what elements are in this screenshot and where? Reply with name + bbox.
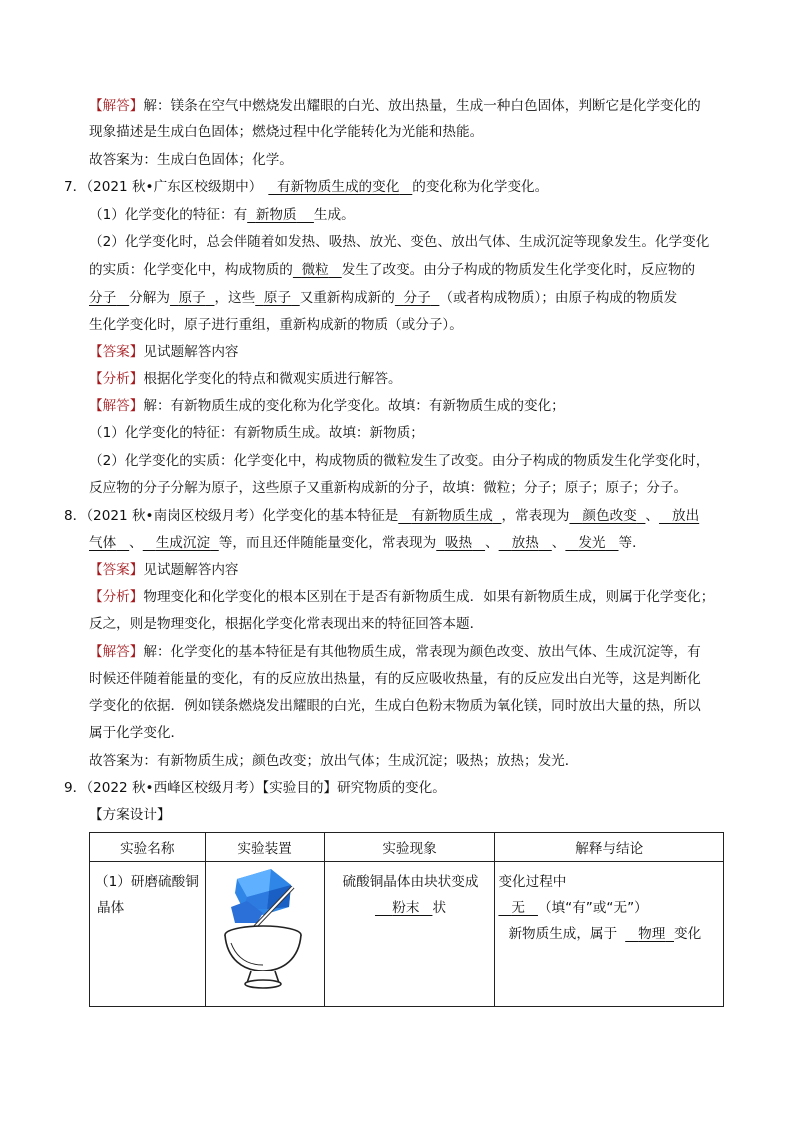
solution-tag: 【解答】 bbox=[89, 398, 144, 414]
q6-solution-line1: 【解答】解：镁条在空气中燃烧发出耀眼的白光、放出热量，生成一种白色固体，判断它是化学变化的 bbox=[89, 98, 701, 114]
q8-stem-line2: 气体 、 生成沉淀 等，而且还伴随能量变化，常表现为 吸热 、 放热 、 发光 等． bbox=[89, 535, 646, 551]
experiment-table bbox=[89, 832, 724, 1007]
cell-phenomenon: 硫酸铜晶体由块状变成 粉末 状 bbox=[324, 862, 495, 1007]
q7-part1-blank: 新物质 bbox=[255, 207, 297, 223]
q7-blank-molecule2: 分子 bbox=[403, 290, 431, 306]
q8-final-answer: 故答案为：有新物质生成；颜色改变；放出气体；生成沉淀；吸热；放热；发光． bbox=[89, 753, 579, 769]
q8-stem-line1: 8．（2021 秋•南岗区校级月考）化学变化的基本特征是 有新物质生成 ，常表现为 颜色改变 、 放出 bbox=[64, 508, 700, 524]
q7-blank-atom1: 原子 bbox=[178, 290, 206, 306]
header-experiment-name: 实验名称 bbox=[90, 833, 206, 862]
header-conclusion: 解释与结论 bbox=[495, 833, 724, 862]
q7-solution-line3: （2）化学变化的实质：化学变化中，构成物质的微粒发生了改变。由分子构成的物质发生化学变化时， bbox=[89, 453, 710, 469]
q8-blank3a: 放出 bbox=[671, 508, 700, 524]
header-apparatus: 实验装置 bbox=[205, 833, 324, 862]
phenomenon-blank: 粉末 bbox=[392, 900, 420, 916]
experiment-purpose-tag: 【实验目的】 bbox=[262, 780, 338, 796]
q6-solution-line2: 现象描述是生成白色固体；燃烧过程中化学能转化为光能和热能。 bbox=[89, 124, 484, 140]
q7-solution-line2: （1）化学变化的特征：有新物质生成。故填：新物质； bbox=[89, 425, 424, 441]
q8-solution-line1: 【解答】解：化学变化的基本特征是有其他物质生成，常表现为颜色改变、放出气体、生成沉淀等，有 bbox=[89, 644, 701, 660]
conclusion-blank-new-substance: 无 bbox=[511, 900, 525, 916]
q8-blank4: 生成沉淀 bbox=[155, 535, 211, 551]
q8-blank2: 颜色改变 bbox=[582, 508, 637, 524]
q9-design-heading: 【方案设计】 bbox=[89, 807, 171, 823]
q8-blank3b: 气体 bbox=[89, 535, 117, 551]
analysis-tag: 【分析】 bbox=[89, 371, 144, 387]
q9-stem: 9．（2022 秋•西峰区校级月考）【实验目的】研究物质的变化。 bbox=[64, 780, 446, 796]
q8-answer: 【答案】见试题解答内容 bbox=[89, 562, 239, 578]
cell-apparatus bbox=[205, 862, 324, 1007]
q7-stem: 7．（2021 秋•广东区校级期中） 有新物质生成的变化 的变化称为化学变化。 bbox=[64, 179, 549, 195]
q7-solution-line4: 反应物的分子分解为原子，这些原子又重新构成新的分子，故填：微粒；分子；原子；原子；分子。 bbox=[89, 480, 688, 496]
q7-blank-molecule: 分子 bbox=[89, 290, 117, 306]
answer-tag: 【答案】 bbox=[89, 344, 144, 360]
q7-part2-line1: （2）化学变化时，总会伴随着如发热、吸热、放光、变色、放出气体、生成沉淀等现象发生。化学变化 bbox=[89, 234, 710, 250]
q7-blank: 有新物质生成的变化 bbox=[276, 179, 400, 195]
q7-solution-line1: 【解答】解：有新物质生成的变化称为化学变化。故填：有新物质生成的变化； bbox=[89, 398, 565, 414]
q8-solution-line4: 属于化学变化． bbox=[89, 725, 185, 741]
q8-blank5: 吸热 bbox=[444, 535, 473, 551]
q6-final-answer: 故答案为：生成白色固体；化学。 bbox=[89, 152, 293, 168]
table-header-row bbox=[90, 833, 724, 862]
q7-analysis: 【分析】根据化学变化的特点和微观实质进行解答。 bbox=[89, 371, 402, 387]
q8-blank1: 有新物质生成 bbox=[411, 508, 493, 524]
q8-solution-line3: 学变化的依据．例如镁条燃烧发出耀眼的白光，生成白色粉末物质为氧化镁，同时放出大量的热，所以 bbox=[89, 698, 701, 714]
solution-tag: 【解答】 bbox=[89, 98, 144, 114]
q8-solution-line2: 时候还伴随着能量的变化，有的反应放出热量，有的反应吸收热量，有的反应发出白光等，这是判断化 bbox=[89, 671, 701, 687]
q8-blank7: 发光 bbox=[578, 535, 606, 551]
q8-analysis-line1: 【分析】物理变化和化学变化的根本区别在于是否有新物质生成．如果有新物质生成，则属于化学变化； bbox=[89, 589, 715, 605]
conclusion-blank-change-type: 物理 bbox=[638, 926, 666, 942]
q7-blank-particle: 微粒 bbox=[301, 262, 329, 278]
analysis-tag: 【分析】 bbox=[89, 589, 144, 605]
cell-experiment-name: （1）研磨硫酸铜 晶体 bbox=[90, 862, 206, 1007]
q8-analysis-line2: 反之，则是物理变化，根据化学变化常表现出来的特征回答本题． bbox=[89, 616, 484, 632]
q7-blank-atom2: 原子 bbox=[263, 290, 292, 306]
q7-part1: （1）化学变化的特征：有 新物质 生成。 bbox=[89, 207, 355, 223]
q7-part2-line2: 的实质：化学变化中，构成物质的 微粒 发生了改变。由分子构成的物质发生化学变化时，反应物的 bbox=[89, 262, 696, 278]
cell-conclusion: 变化过程中 无 （填“有”或“无”） 新物质生成，属于 物理 变化 bbox=[495, 862, 724, 1007]
header-phenomenon: 实验现象 bbox=[324, 833, 495, 862]
solution-tag: 【解答】 bbox=[89, 644, 144, 660]
q7-answer: 【答案】见试题解答内容 bbox=[89, 344, 239, 360]
q8-blank6: 放热 bbox=[511, 535, 539, 551]
q7-part2-line4: 生化学变化时，原子进行重组，重新构成新的物质（或分子）。 bbox=[89, 317, 463, 333]
answer-tag: 【答案】 bbox=[89, 562, 144, 578]
q7-part2-line3: 分子 分解为 原子 ，这些 原子 又重新构成新的 分子 （或者构成物质）；由原子构成的物质发 bbox=[89, 290, 678, 306]
mortar-and-crystal-illustration bbox=[207, 863, 323, 1001]
table-row bbox=[90, 862, 724, 1007]
